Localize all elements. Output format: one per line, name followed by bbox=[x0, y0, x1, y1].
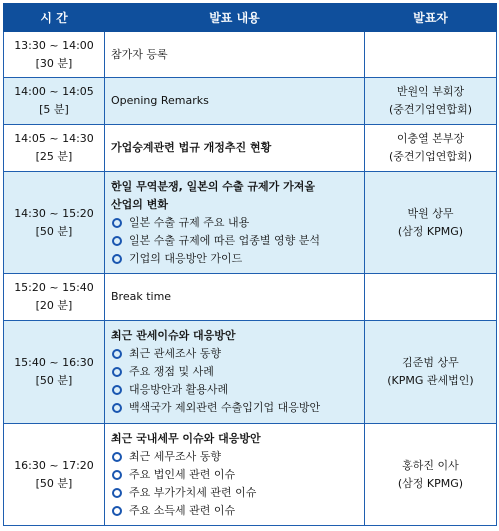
speaker-name: 이충열 본부장 bbox=[396, 132, 465, 145]
circle-bullet-icon bbox=[112, 218, 122, 228]
speaker-cell bbox=[365, 125, 497, 172]
topic-text: 최근 세무조사 동향 bbox=[129, 449, 222, 463]
circle-bullet-icon bbox=[112, 385, 122, 395]
content-cell bbox=[105, 125, 365, 172]
agenda-row bbox=[4, 78, 497, 125]
time-range: 16:30 ~ 17:20 bbox=[14, 458, 94, 472]
topic-text: 대응방안과 활용사례 bbox=[129, 383, 229, 396]
duration: [30 분] bbox=[35, 56, 73, 70]
agenda-table bbox=[3, 3, 497, 526]
speaker-org: (KPMG 관세법인) bbox=[387, 374, 474, 387]
circle-bullet-icon bbox=[112, 236, 122, 246]
list-item bbox=[111, 232, 364, 250]
speaker-name: 박원 상무 bbox=[407, 206, 454, 220]
session-title: 가업승계관련 법규 개정추진 현황 bbox=[111, 141, 272, 154]
topic-text: 주요 부가가치세 관련 이슈 bbox=[129, 485, 257, 499]
duration: [20 분] bbox=[35, 299, 73, 312]
list-item bbox=[111, 466, 364, 484]
duration: [50 분] bbox=[35, 476, 73, 490]
content-cell bbox=[105, 78, 365, 125]
time-range: 15:20 ~ 15:40 bbox=[14, 281, 94, 294]
session-title: Break time bbox=[111, 290, 172, 303]
list-item bbox=[111, 502, 364, 520]
time-cell bbox=[4, 32, 105, 78]
time-cell bbox=[4, 125, 105, 172]
speaker-cell bbox=[365, 321, 497, 424]
time-range: 15:40 ~ 16:30 bbox=[14, 356, 94, 369]
time-cell bbox=[4, 172, 105, 274]
circle-bullet-icon bbox=[112, 349, 122, 359]
topic-text: 주요 쟁점 및 사례 bbox=[129, 365, 214, 378]
time-range: 13:30 ~ 14:00 bbox=[14, 38, 94, 52]
header-time: 시 간 bbox=[4, 4, 105, 32]
topic-list bbox=[111, 214, 364, 268]
list-item bbox=[111, 381, 364, 399]
speaker-org: (중견기업연합회) bbox=[389, 103, 472, 116]
circle-bullet-icon bbox=[112, 470, 122, 480]
speaker-name: 반원익 부회장 bbox=[396, 85, 465, 98]
session-title-line2: 산업의 변화 bbox=[111, 197, 168, 211]
topic-text: 일본 수출 규제 주요 내용 bbox=[129, 215, 250, 229]
time-cell bbox=[4, 321, 105, 424]
time-range: 14:05 ~ 14:30 bbox=[14, 132, 94, 145]
list-item bbox=[111, 214, 364, 232]
speaker-org: (중견기업연합회) bbox=[389, 150, 472, 163]
duration: [50 분] bbox=[35, 374, 73, 387]
content-cell bbox=[105, 32, 365, 78]
content-cell bbox=[105, 274, 365, 321]
time-cell bbox=[4, 274, 105, 321]
speaker-name: 김준범 상무 bbox=[402, 356, 459, 369]
session-title: 참가자 등록 bbox=[111, 47, 168, 61]
list-item bbox=[111, 250, 364, 268]
duration: [25 분] bbox=[35, 150, 73, 163]
header-speaker: 발표자 bbox=[365, 4, 497, 32]
session-title-line1: 한일 무역분쟁, 일본의 수출 규제가 가져올 bbox=[111, 179, 315, 193]
time-cell bbox=[4, 78, 105, 125]
circle-bullet-icon bbox=[112, 367, 122, 377]
list-item bbox=[111, 399, 364, 417]
topic-text: 백색국가 제외관련 수출입기업 대응방안 bbox=[129, 401, 321, 414]
circle-bullet-icon bbox=[112, 254, 122, 264]
speaker-cell bbox=[365, 32, 497, 78]
list-item bbox=[111, 448, 364, 466]
speaker-org: (삼정 KPMG) bbox=[397, 476, 464, 490]
topic-text: 주요 소득세 관련 이슈 bbox=[129, 503, 236, 517]
agenda-row bbox=[4, 125, 497, 172]
list-item bbox=[111, 484, 364, 502]
topic-text: 기업의 대응방안 가이드 bbox=[129, 251, 243, 265]
content-cell bbox=[105, 172, 365, 274]
agenda-row bbox=[4, 424, 497, 526]
topic-text: 최근 관세조사 동향 bbox=[129, 347, 222, 360]
duration: [50 분] bbox=[35, 224, 73, 238]
header-row bbox=[4, 4, 497, 32]
topic-list bbox=[111, 345, 364, 417]
speaker-name: 홍하진 이사 bbox=[402, 458, 459, 472]
circle-bullet-icon bbox=[112, 506, 122, 516]
agenda-row bbox=[4, 32, 497, 78]
agenda-row bbox=[4, 172, 497, 274]
agenda-row bbox=[4, 321, 497, 424]
list-item bbox=[111, 345, 364, 363]
header-content: 발표 내용 bbox=[105, 4, 365, 32]
time-cell bbox=[4, 424, 105, 526]
topic-list bbox=[111, 448, 364, 520]
content-cell bbox=[105, 321, 365, 424]
speaker-cell bbox=[365, 78, 497, 125]
circle-bullet-icon bbox=[112, 403, 122, 413]
list-item bbox=[111, 363, 364, 381]
topic-text: 주요 법인세 관련 이슈 bbox=[129, 467, 236, 481]
session-title: 최근 국내세무 이슈와 대응방안 bbox=[111, 431, 261, 445]
agenda-row bbox=[4, 274, 497, 321]
content-cell bbox=[105, 424, 365, 526]
speaker-cell bbox=[365, 424, 497, 526]
circle-bullet-icon bbox=[112, 452, 122, 462]
topic-text: 일본 수출 규제에 따른 업종별 영향 분석 bbox=[129, 233, 320, 247]
time-range: 14:30 ~ 15:20 bbox=[14, 206, 94, 220]
speaker-cell bbox=[365, 172, 497, 274]
duration: [5 분] bbox=[39, 103, 69, 116]
speaker-cell bbox=[365, 274, 497, 321]
circle-bullet-icon bbox=[112, 488, 122, 498]
session-title: Opening Remarks bbox=[111, 94, 209, 107]
speaker-org: (삼정 KPMG) bbox=[397, 224, 464, 238]
session-title: 최근 관세이슈와 대응방안 bbox=[111, 329, 236, 342]
time-range: 14:00 ~ 14:05 bbox=[14, 85, 94, 98]
